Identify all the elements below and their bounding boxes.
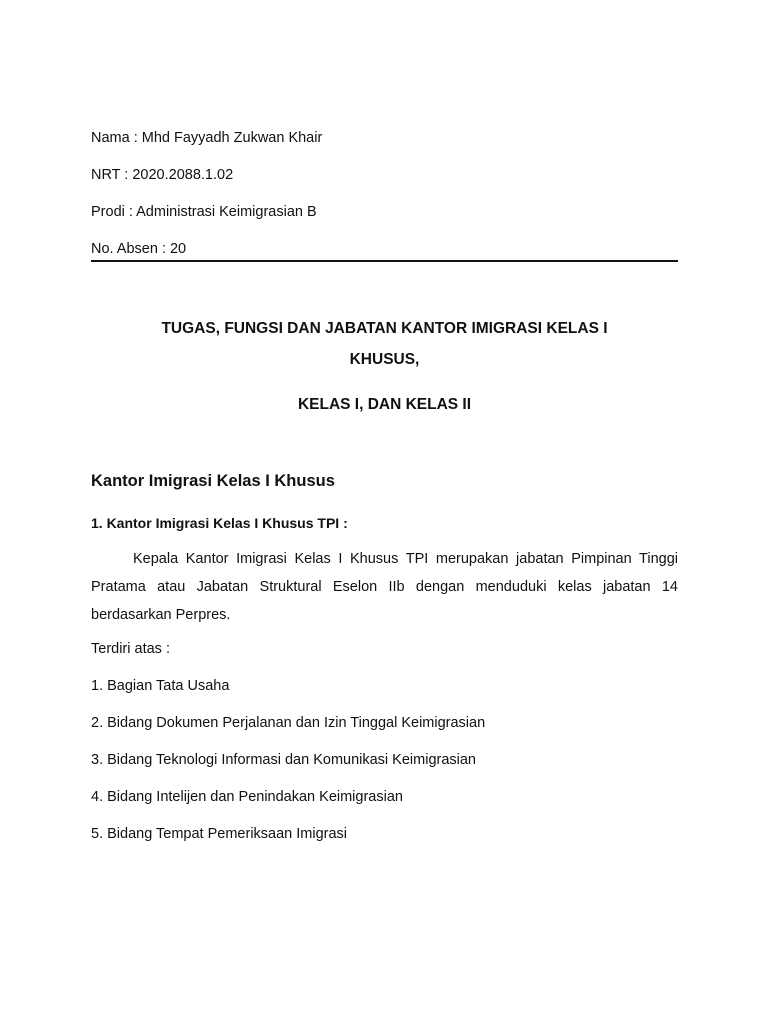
- section-heading: Kantor Imigrasi Kelas I Khusus: [91, 472, 335, 490]
- sub-heading: 1. Kantor Imigrasi Kelas I Khusus TPI :: [91, 515, 348, 531]
- document-title: [91, 316, 678, 418]
- student-name: Nama : Mhd Fayyadh Zukwan Khair: [91, 130, 323, 146]
- student-info: [91, 127, 678, 260]
- list-item: 3. Bidang Teknologi Informasi dan Komunikasi Keimigrasian: [91, 752, 477, 768]
- list-intro: Terdiri atas :: [91, 641, 170, 657]
- title-line-1: TUGAS, FUNGSI DAN JABATAN KANTOR IMIGRASI KELAS I: [161, 320, 608, 337]
- list-item: 4. Bidang Intelijen dan Penindakan Keimigrasian: [91, 789, 403, 805]
- list-item: 1. Bagian Tata Usaha: [91, 678, 230, 694]
- units-list: [91, 675, 678, 860]
- student-absen: No. Absen : 20: [91, 241, 187, 257]
- title-line-3: KELAS I, DAN KELAS II: [297, 396, 472, 413]
- header-divider: [91, 260, 678, 262]
- list-item: 2. Bidang Dokumen Perjalanan dan Izin Tinggal Keimigrasian: [91, 715, 486, 731]
- title-line-2: KHUSUS,: [349, 351, 420, 368]
- body-paragraph: Kepala Kantor Imigrasi Kelas I Khusus TPI merupakan jabatan Pimpinan Tinggi Pratama atau Jabatan Struktural Eselon IIb dengan menduduki kelas jabatan 14 berdasarkan Perpres.: [91, 551, 678, 623]
- student-prodi: Prodi : Administrasi Keimigrasian B: [91, 204, 317, 220]
- student-nrt: NRT : 2020.2088.1.02: [91, 167, 234, 183]
- list-item: 5. Bidang Tempat Pemeriksaan Imigrasi: [91, 826, 348, 842]
